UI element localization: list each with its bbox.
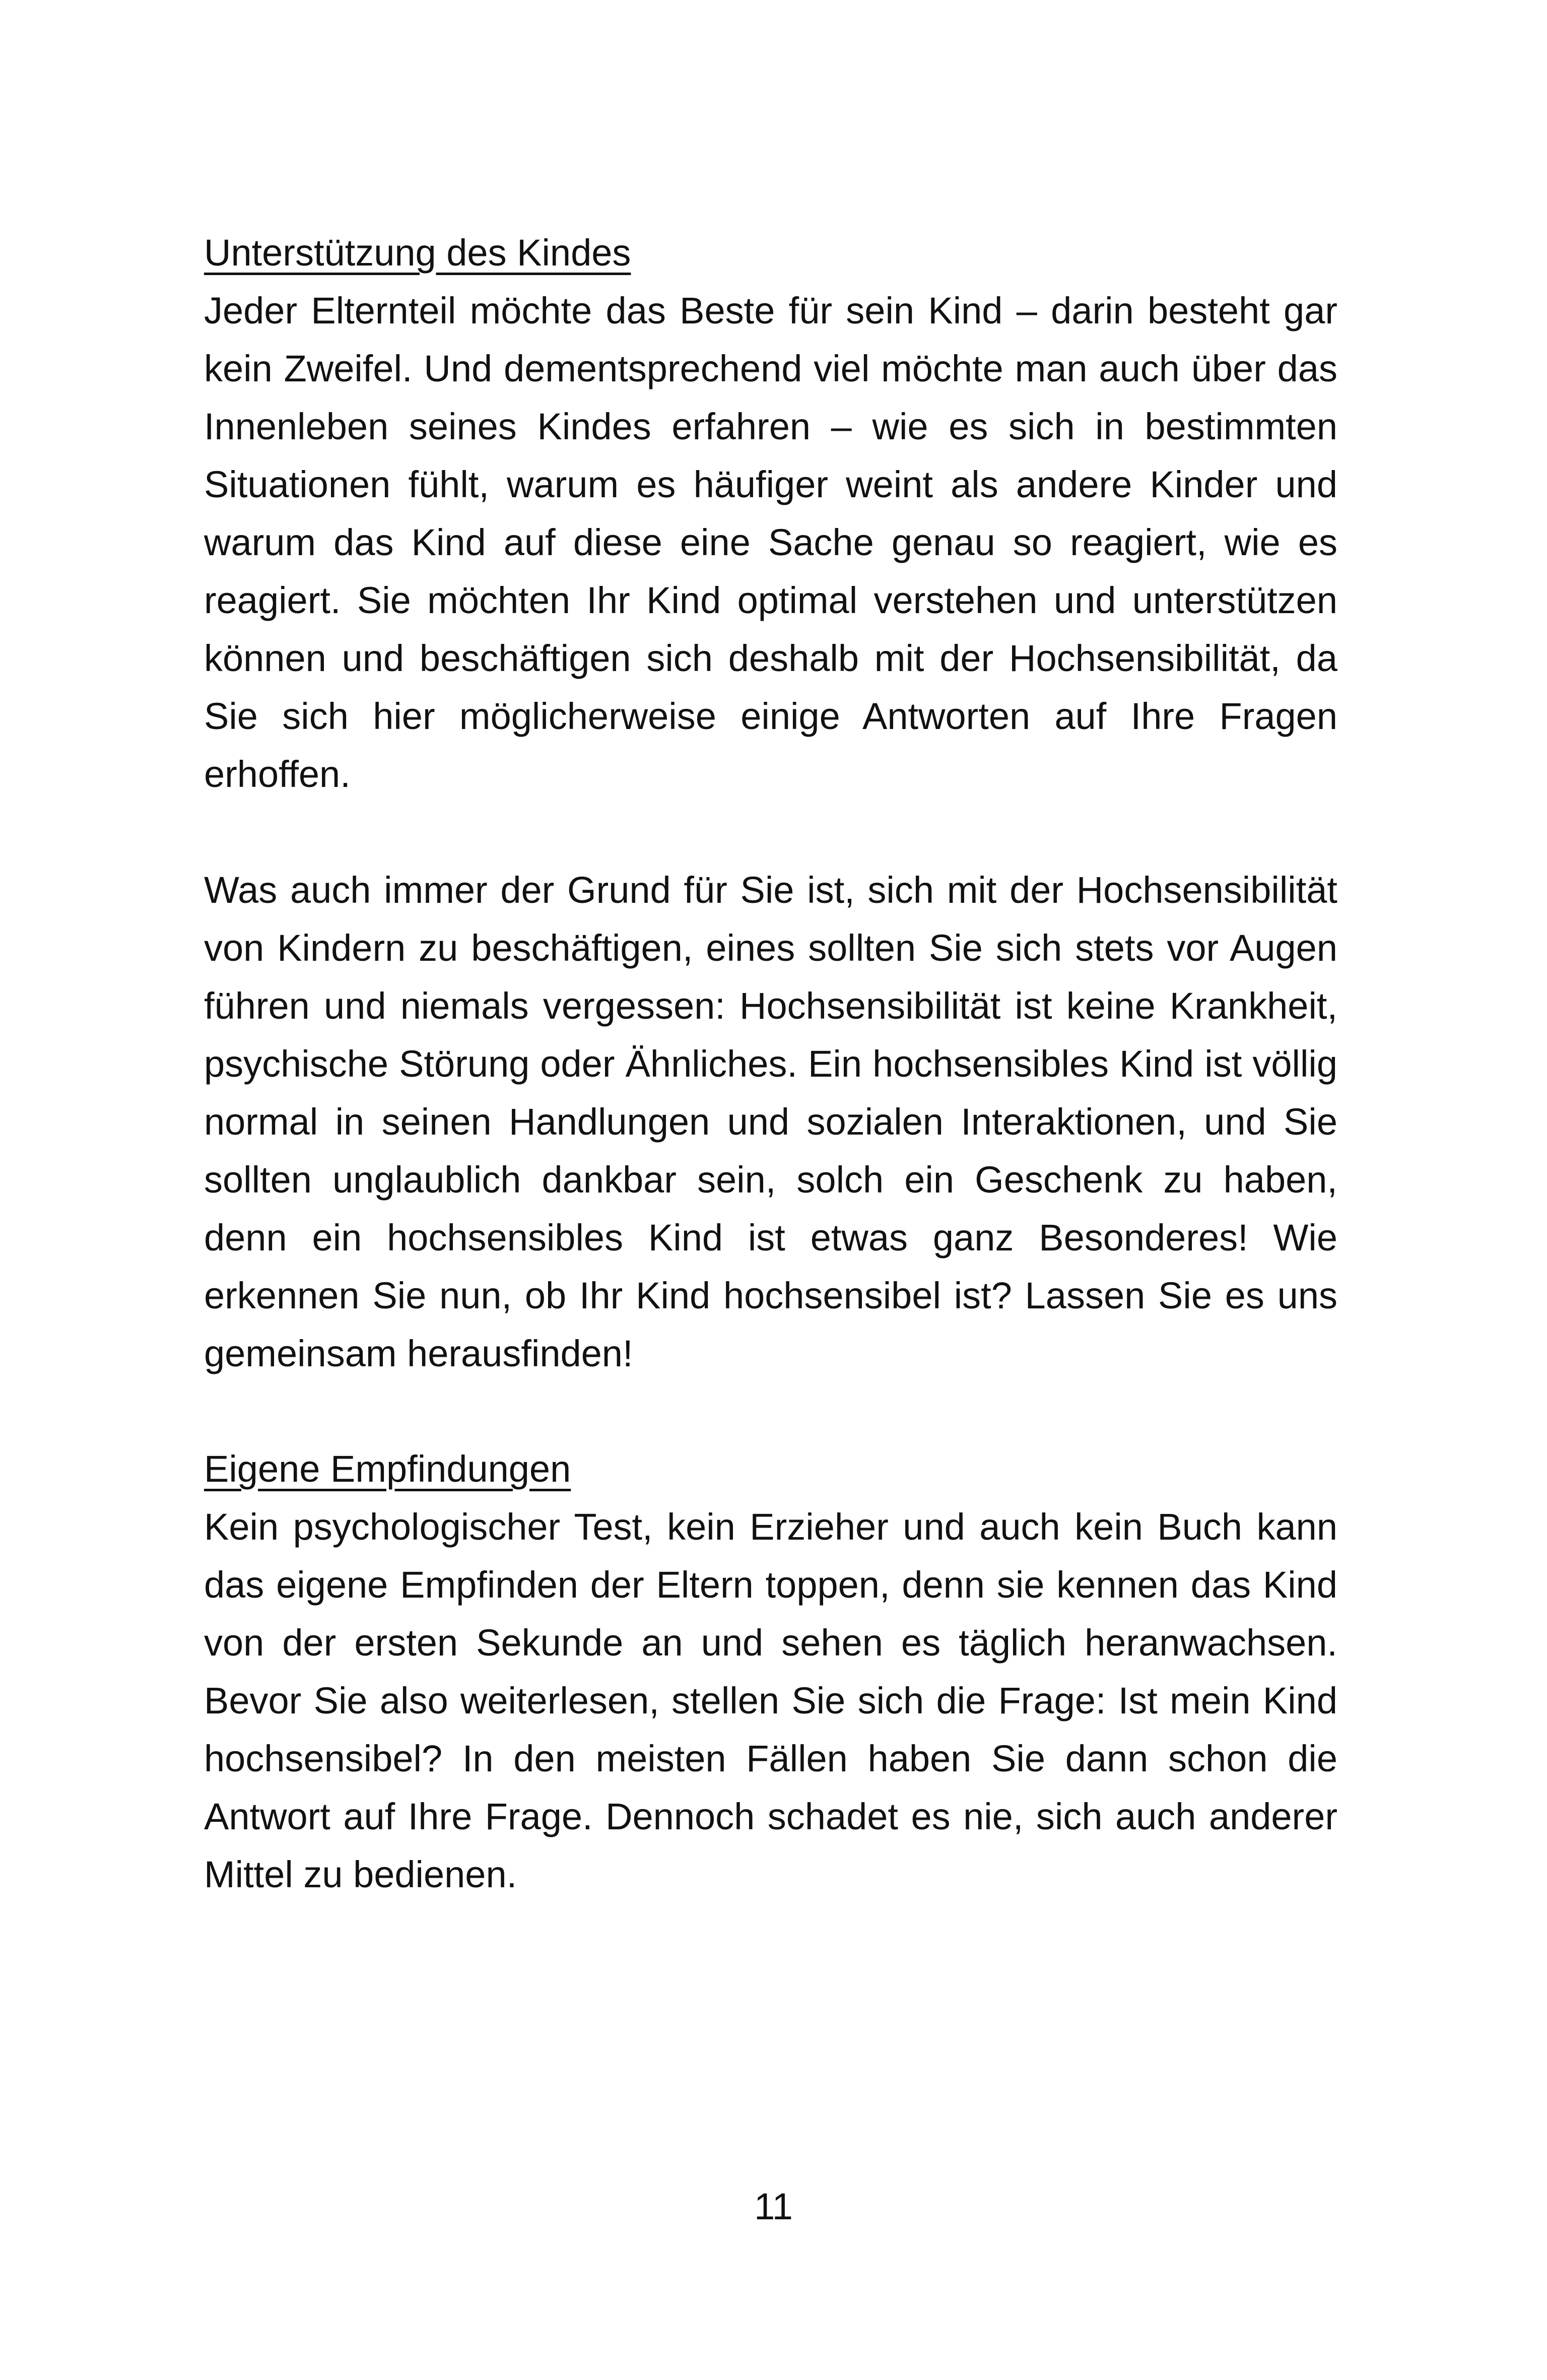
paragraph-spacer bbox=[204, 803, 1337, 861]
page-content bbox=[204, 224, 1337, 1903]
paragraph: Was auch immer der Grund für Sie ist, sich mit der Hochsensibilität von Kindern zu beschäftigen, eines sollten Sie sich stets vor Augen führen und niemals vergessen: Hochsensibilität ist keine Krankheit, psychische Störung oder Ähnliches. Ein hochsensibles Kind ist völlig normal in seinen Handlungen und sozialen Interaktionen, und Sie sollten unglaublich dankbar sein, solch ein Geschenk zu haben, denn ein hochsensibles Kind ist etwas ganz Besonderes! Wie erkennen Sie nun, ob Ihr Kind hochsensibel ist? Lassen Sie es uns gemeinsam herausfinden! bbox=[204, 869, 1337, 1374]
paragraph: Kein psychologischer Test, kein Erzieher und auch kein Buch kann das eigene Empfinden der Eltern toppen, denn sie kennen das Kind von der ersten Sekunde an und sehen es täglich heranwachsen. Bevor Sie also weiterlesen, stellen Sie sich die Frage: Ist mein Kind hochsensibel? In den meisten Fällen haben Sie dann schon die Antwort auf Ihre Frage. Dennoch schadet es nie, sich auch anderer Mittel zu bedienen. bbox=[204, 1506, 1337, 1895]
section-heading-eigene-empfindungen: Eigene Empfindungen bbox=[204, 1448, 571, 1490]
section-heading-unterstuetzung: Unterstützung des Kindes bbox=[204, 232, 631, 274]
paragraph: Jeder Elternteil möchte das Beste für sein Kind – darin besteht gar kein Zweifel. Und dementsprechend viel möchte man auch über das Innenleben seines Kindes erfahren – wie es sich in bestimmten Situationen fühlt, warum es häufiger weint als andere Kinder und warum das Kind auf diese eine Sache genau so reagiert, wie es reagiert. Sie möchten Ihr Kind optimal verstehen und unterstützen können und beschäftigen sich deshalb mit der Hochsensibilität, da Sie sich hier möglicherweise einige Antworten auf Ihre Fragen erhoffen. bbox=[204, 290, 1337, 795]
paragraph-spacer bbox=[204, 1382, 1337, 1440]
page-number: 11 bbox=[754, 2186, 793, 2227]
